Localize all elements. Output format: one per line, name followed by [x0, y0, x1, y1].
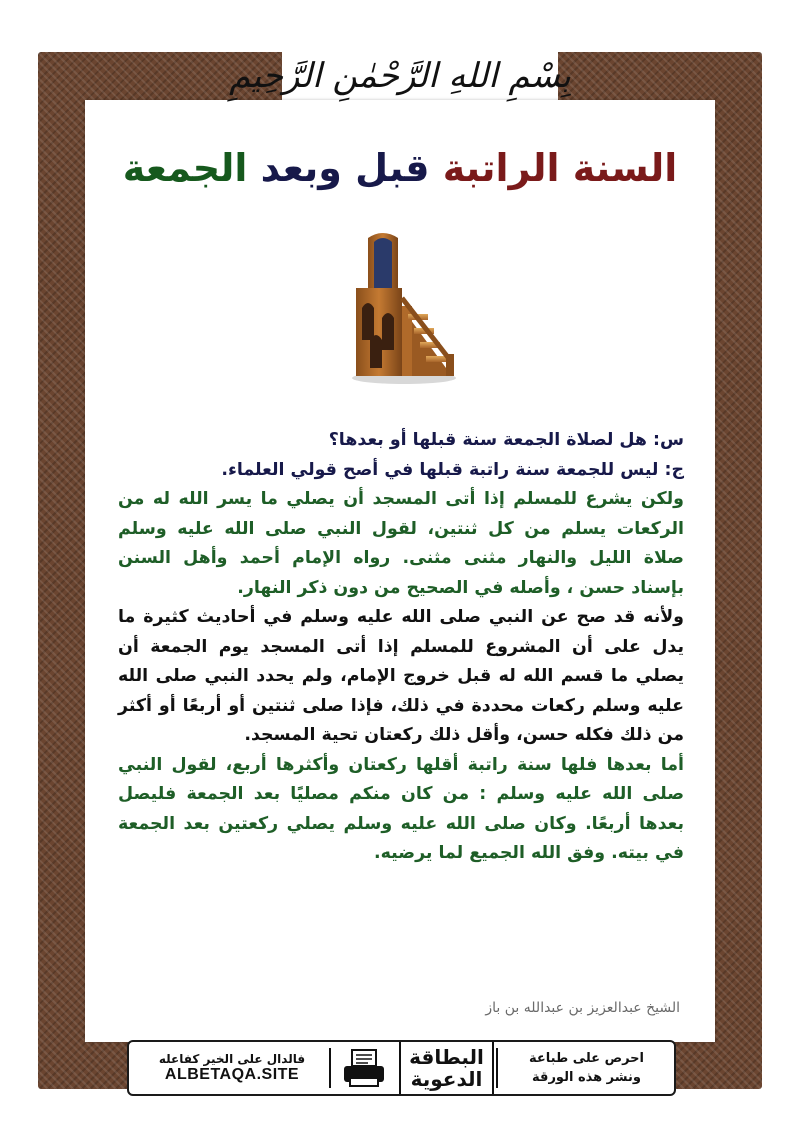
printer-svg	[342, 1048, 386, 1088]
site-motto: فالدال على الخير كفاعله	[158, 1052, 306, 1066]
footer-bar	[127, 1040, 676, 1096]
body-paragraph-1: ولكن يشرع للمسلم إذا أتى المسجد أن يصلي ما يسر الله له من الركعات يسلم من كل ثنتين، لقول النبي صلى الله عليه وسلم صلاة الليل والنهار مثنى مثنى. رواه الإمام أحمد وأهل السنن بإسناد حسن ، وأصله في الصحيح من دون ذكر النهار.	[118, 489, 684, 598]
answer-paragraph: ج: ليس للجمعة سنة راتبة قبلها في أصح قولي العلماء.	[221, 459, 684, 480]
print-note-line-1: احرص على طباعة	[529, 1051, 644, 1066]
logo-line-2: الدعوية	[410, 1067, 483, 1091]
title-part-2: قبل وبعد	[260, 146, 430, 190]
question-paragraph: س: هل لصلاة الجمعة سنة قبلها أو بعدها؟	[328, 430, 684, 450]
minbar-icon	[338, 228, 468, 388]
basmala-calligraphy	[229, 38, 571, 114]
title-part-1: السنة الراتبة	[442, 146, 678, 190]
body-paragraph-3: أما بعدها فلها سنة راتبة أقلها ركعتان وأكثرها أربع، لقول النبي صلى الله عليه وسلم : من كان منكم مصليًا بعد الجمعة فليصل بعدها أربعًا. وكان صلى الله عليه وسلم يصلي ركعتين بعد الجمعة في بيته. وفق الله الجميع لما يرضيه.	[118, 754, 684, 863]
footer-divider-right	[496, 1048, 498, 1088]
article-body	[118, 426, 684, 869]
print-note	[499, 1042, 674, 1094]
site-block	[137, 1042, 327, 1094]
footer-divider-left	[329, 1048, 331, 1088]
site-url[interactable]: ALBETAQA.SITE	[164, 1066, 300, 1083]
logo-line-1: البطاقة	[409, 1045, 484, 1069]
minbar-illustration	[338, 228, 468, 388]
body-paragraph-2: ولأنه قد صح عن النبي صلى الله عليه وسلم في أحاديث كثيرة ما يدل على أن المشروع للمسلم إذا أتى المسجد يوم الجمعة أن يصلي ما قسم الله له قبل خروج الإمام، ولم يحدد النبي صلى الله عليه وسلم ركعات محددة في ذلك، فإذا صلى ثنتين أو أربعًا أو أكثر من ذلك فكله حسن، وأقل ذلك ركعتان تحية المسجد.	[118, 607, 684, 745]
author-signature: الشيخ عبدالعزيز بن عبدالله بن باز	[485, 1000, 680, 1016]
title-part-3: الجمعة	[122, 146, 248, 190]
page-title	[90, 140, 710, 196]
basmala-text: بِسْمِ اللهِ الرَّحْمٰنِ الرَّحِيمِ	[229, 56, 571, 96]
albetaqa-logo	[399, 1042, 494, 1094]
printer-icon	[334, 1042, 394, 1094]
print-note-line-2: ونشر هذه الورقة	[532, 1070, 641, 1085]
